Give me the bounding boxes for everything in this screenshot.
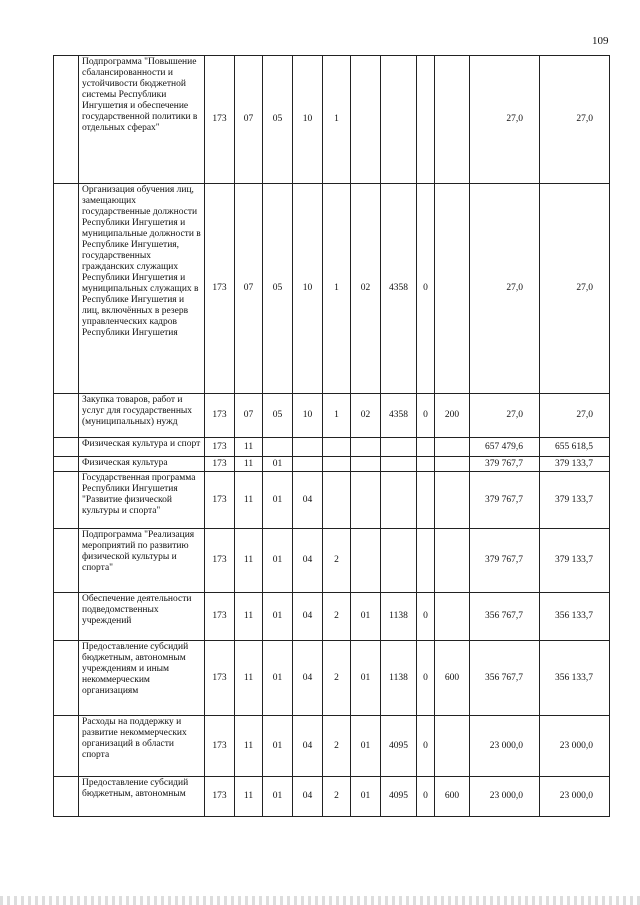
subprogram-cell: 1 [323, 394, 351, 438]
empty-index-cell [54, 56, 79, 184]
amount-year2-cell: 379 133,7 [540, 457, 610, 472]
direction-suffix-cell [417, 472, 435, 529]
expense-type-cell [435, 438, 470, 457]
subprogram-cell: 1 [323, 56, 351, 184]
amount-year1-cell: 379 767,7 [470, 472, 540, 529]
section-cell: 07 [235, 56, 263, 184]
empty-index-cell [54, 529, 79, 593]
subprogram-cell [323, 457, 351, 472]
amount-year2-cell: 23 000,0 [540, 777, 610, 817]
row-name-cell: Предоставление субсидий бюджетным, автономным [79, 777, 205, 817]
table-row [54, 472, 610, 529]
row-name-cell: Физическая культура и спорт [79, 438, 205, 457]
direction-cell [381, 438, 417, 457]
empty-index-cell [54, 394, 79, 438]
program-cell [293, 438, 323, 457]
section-cell: 11 [235, 438, 263, 457]
expense-type-cell: 200 [435, 394, 470, 438]
event-cell [351, 472, 381, 529]
direction-cell [381, 529, 417, 593]
scan-edge-strip [0, 896, 640, 905]
empty-index-cell [54, 184, 79, 394]
subprogram-cell: 2 [323, 641, 351, 716]
subprogram-cell: 2 [323, 593, 351, 641]
table-row [54, 394, 610, 438]
amount-year2-cell: 27,0 [540, 56, 610, 184]
row-name-cell: Организация обучения лиц, замещающих государственные должности Республики Ингушетия и муниципальные должности в Республике Ингушетия, государственных гражданских служащих Республики Ингушетия и муниципальных служащих в Республике Ингушетия и лиц, включённых в резерв управленческих кадров Республики Ингушетия [79, 184, 205, 394]
direction-suffix-cell: 0 [417, 641, 435, 716]
program-cell: 04 [293, 472, 323, 529]
direction-cell [381, 457, 417, 472]
amount-year1-cell: 27,0 [470, 184, 540, 394]
expense-type-cell: 600 [435, 777, 470, 817]
direction-suffix-cell [417, 457, 435, 472]
kvsr-cell: 173 [205, 472, 235, 529]
kvsr-cell: 173 [205, 457, 235, 472]
row-name-cell: Обеспечение деятельности подведомственных учреждений [79, 593, 205, 641]
direction-suffix-cell [417, 56, 435, 184]
table-body [54, 56, 610, 817]
subprogram-cell: 2 [323, 777, 351, 817]
empty-index-cell [54, 777, 79, 817]
program-cell: 10 [293, 184, 323, 394]
table-row [54, 716, 610, 777]
section-cell: 07 [235, 394, 263, 438]
kvsr-cell: 173 [205, 184, 235, 394]
direction-cell: 4095 [381, 716, 417, 777]
table-row [54, 529, 610, 593]
event-cell: 01 [351, 641, 381, 716]
kvsr-cell: 173 [205, 394, 235, 438]
table-row [54, 184, 610, 394]
kvsr-cell: 173 [205, 438, 235, 457]
amount-year1-cell: 379 767,7 [470, 529, 540, 593]
subsection-cell: 01 [263, 472, 293, 529]
amount-year2-cell: 23 000,0 [540, 716, 610, 777]
amount-year2-cell: 27,0 [540, 184, 610, 394]
subprogram-cell: 1 [323, 184, 351, 394]
direction-cell: 4095 [381, 777, 417, 817]
program-cell: 04 [293, 641, 323, 716]
direction-cell: 4358 [381, 184, 417, 394]
amount-year1-cell: 379 767,7 [470, 457, 540, 472]
subsection-cell: 05 [263, 394, 293, 438]
event-cell: 02 [351, 394, 381, 438]
row-name-cell: Государственная программа Республики Ингушетия "Развитие физической культуры и спорта" [79, 472, 205, 529]
direction-suffix-cell: 0 [417, 184, 435, 394]
table-row [54, 641, 610, 716]
event-cell: 01 [351, 593, 381, 641]
kvsr-cell: 173 [205, 529, 235, 593]
amount-year2-cell: 356 133,7 [540, 641, 610, 716]
kvsr-cell: 173 [205, 593, 235, 641]
subsection-cell: 01 [263, 593, 293, 641]
expense-type-cell [435, 457, 470, 472]
kvsr-cell: 173 [205, 56, 235, 184]
section-cell: 11 [235, 641, 263, 716]
program-cell: 04 [293, 593, 323, 641]
event-cell [351, 457, 381, 472]
page-number: 109 [592, 35, 609, 47]
row-name-cell: Физическая культура [79, 457, 205, 472]
subsection-cell: 01 [263, 641, 293, 716]
subsection-cell: 05 [263, 56, 293, 184]
amount-year1-cell: 657 479,6 [470, 438, 540, 457]
program-cell: 04 [293, 716, 323, 777]
empty-index-cell [54, 716, 79, 777]
amount-year1-cell: 27,0 [470, 394, 540, 438]
amount-year1-cell: 23 000,0 [470, 777, 540, 817]
subsection-cell: 01 [263, 716, 293, 777]
expense-type-cell [435, 593, 470, 641]
event-cell [351, 529, 381, 593]
empty-index-cell [54, 457, 79, 472]
section-cell: 11 [235, 593, 263, 641]
expense-type-cell [435, 472, 470, 529]
row-name-cell: Закупка товаров, работ и услуг для государственных (муниципальных) нужд [79, 394, 205, 438]
empty-index-cell [54, 438, 79, 457]
subsection-cell: 01 [263, 777, 293, 817]
amount-year1-cell: 356 767,7 [470, 641, 540, 716]
direction-suffix-cell: 0 [417, 777, 435, 817]
amount-year2-cell: 27,0 [540, 394, 610, 438]
program-cell: 10 [293, 56, 323, 184]
row-name-cell: Подпрограмма "Повышение сбалансированности и устойчивости бюджетной системы Республики Ингушетия и обеспечение государственной политики в отдельных сферах" [79, 56, 205, 184]
direction-suffix-cell: 0 [417, 716, 435, 777]
subsection-cell: 05 [263, 184, 293, 394]
program-cell [293, 457, 323, 472]
budget-table [53, 55, 610, 817]
empty-index-cell [54, 641, 79, 716]
kvsr-cell: 173 [205, 777, 235, 817]
direction-suffix-cell: 0 [417, 593, 435, 641]
amount-year2-cell: 379 133,7 [540, 529, 610, 593]
section-cell: 11 [235, 529, 263, 593]
row-name-cell: Подпрограмма "Реализация мероприятий по развитию физической культуры и спорта" [79, 529, 205, 593]
section-cell: 07 [235, 184, 263, 394]
subprogram-cell: 2 [323, 529, 351, 593]
direction-suffix-cell: 0 [417, 394, 435, 438]
direction-cell: 4358 [381, 394, 417, 438]
amount-year1-cell: 356 767,7 [470, 593, 540, 641]
table-row [54, 457, 610, 472]
expense-type-cell [435, 56, 470, 184]
program-cell: 04 [293, 777, 323, 817]
kvsr-cell: 173 [205, 641, 235, 716]
subsection-cell [263, 438, 293, 457]
table-row [54, 593, 610, 641]
event-cell: 01 [351, 777, 381, 817]
subprogram-cell [323, 472, 351, 529]
direction-cell [381, 472, 417, 529]
expense-type-cell [435, 184, 470, 394]
direction-suffix-cell [417, 438, 435, 457]
event-cell: 02 [351, 184, 381, 394]
expense-type-cell: 600 [435, 641, 470, 716]
direction-cell: 1138 [381, 593, 417, 641]
row-name-cell: Предоставление субсидий бюджетным, автономным учреждениям и иным некоммерческим организациям [79, 641, 205, 716]
direction-cell: 1138 [381, 641, 417, 716]
subprogram-cell [323, 438, 351, 457]
event-cell [351, 56, 381, 184]
amount-year2-cell: 379 133,7 [540, 472, 610, 529]
table-row [54, 56, 610, 184]
subsection-cell: 01 [263, 457, 293, 472]
table-row [54, 777, 610, 817]
kvsr-cell: 173 [205, 716, 235, 777]
subprogram-cell: 2 [323, 716, 351, 777]
section-cell: 11 [235, 457, 263, 472]
program-cell: 10 [293, 394, 323, 438]
expense-type-cell [435, 716, 470, 777]
direction-suffix-cell [417, 529, 435, 593]
amount-year1-cell: 27,0 [470, 56, 540, 184]
row-name-cell: Расходы на поддержку и развитие некоммерческих организаций в области спорта [79, 716, 205, 777]
event-cell [351, 438, 381, 457]
section-cell: 11 [235, 472, 263, 529]
table-row [54, 438, 610, 457]
direction-cell [381, 56, 417, 184]
amount-year2-cell: 655 618,5 [540, 438, 610, 457]
amount-year1-cell: 23 000,0 [470, 716, 540, 777]
expense-type-cell [435, 529, 470, 593]
section-cell: 11 [235, 777, 263, 817]
empty-index-cell [54, 593, 79, 641]
subsection-cell: 01 [263, 529, 293, 593]
event-cell: 01 [351, 716, 381, 777]
program-cell: 04 [293, 529, 323, 593]
section-cell: 11 [235, 716, 263, 777]
empty-index-cell [54, 472, 79, 529]
amount-year2-cell: 356 133,7 [540, 593, 610, 641]
